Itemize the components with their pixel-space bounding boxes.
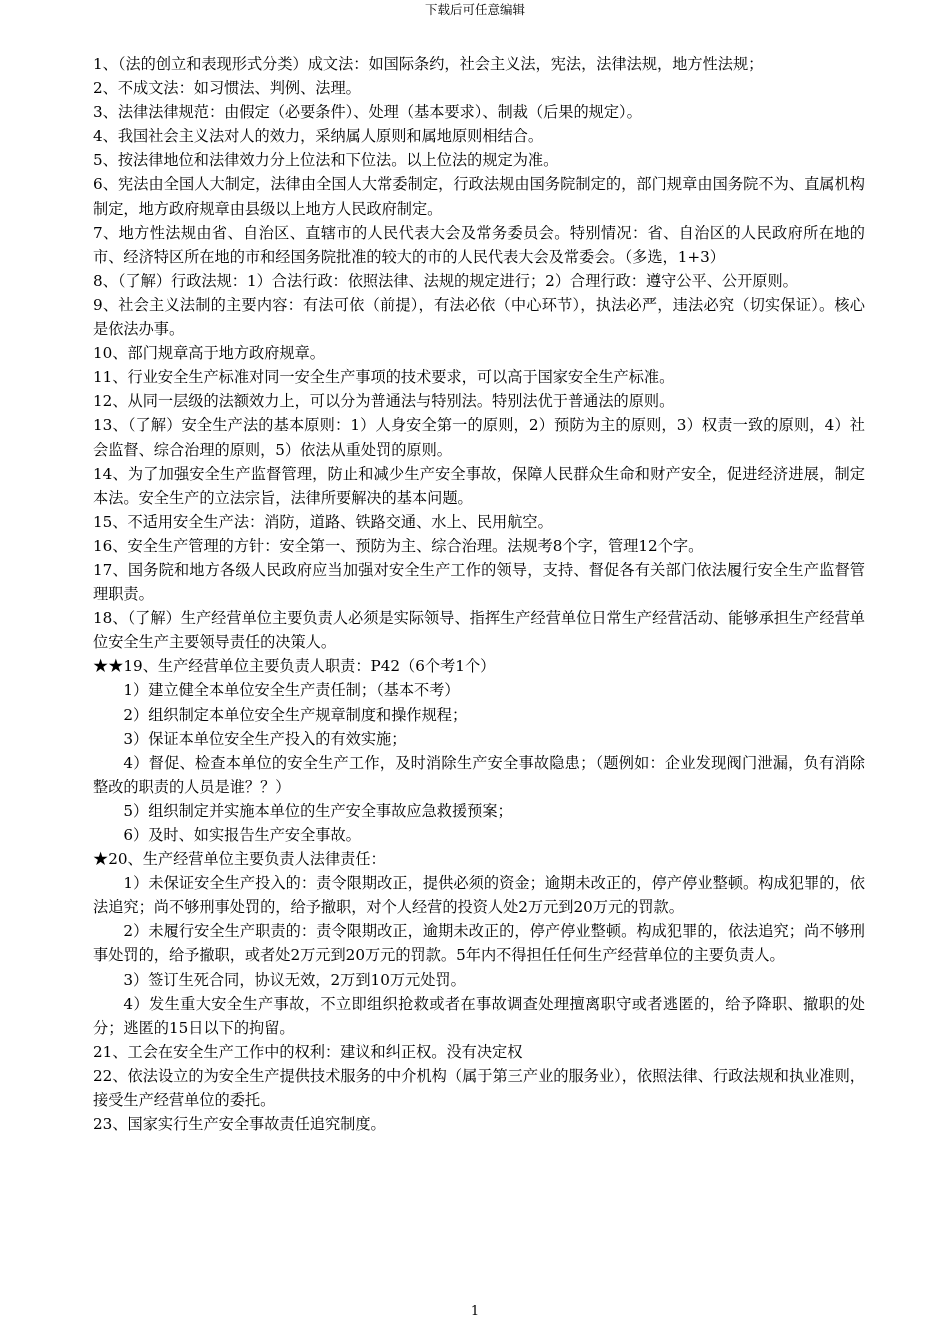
list-item: 4、我国社会主义法对人的效力，采纳属人原则和属地原则相结合。 [93, 127, 544, 146]
list-item: 16、安全生产管理的方针：安全第一、预防为主、综合治理。法规考8个字，管理12个字。 [93, 536, 704, 555]
page-number: 1 [470, 1304, 480, 1319]
list-item: 11、行业安全生产标准对同一安全生产事项的技术要求，可以高于国家安全生产标准。 [93, 368, 675, 387]
list-sub-item: 1）建立健全本单位安全生产责任制；（基本不考） [123, 681, 460, 700]
list-item: 7、地方性法规由省、自治区、直辖市的人民代表大会及常务委员会。特别情况：省、自治区的人民政府所在地的市、经济特区所在地的市和经国务院批准的较大的市的人民代表大会及常委会。（多选，1+3） [93, 223, 865, 266]
list-item: 6、宪法由全国人大制定，法律由全国人大常委制定，行政法规由国务院制定的，部门规章由国务院不为、直属机构制定，地方政府规章由县级以上地方人民政府制定。 [93, 175, 865, 218]
list-item: ★★19、生产经营单位主要负责人职责：P42（6个考1个） [93, 657, 496, 676]
list-sub-item: 3）保证本单位安全生产投入的有效实施； [123, 729, 407, 748]
list-item: 12、从同一层级的法额效力上，可以分为普通法与特别法。特别法优于普通法的原则。 [93, 392, 675, 411]
list-item: 2、不成文法：如习惯法、判例、法理。 [93, 79, 361, 98]
list-item: 3、法律法律规范：由假定（必要条件）、处理（基本要求）、制裁（后果的规定）。 [93, 103, 642, 122]
list-sub-item: 6）及时、如实报告生产安全事故。 [123, 826, 361, 844]
list-item: 8、（了解）行政法规：1）合法行政：依照法律、法规的规定进行；2）合理行政：遵守公平、公开原则。 [93, 271, 798, 290]
list-item: 13、（了解）安全生产法的基本原则：1）人身安全第一的原则，2）预防为主的原则，3）权责一致的原则，4）社会监督、综合治理的原则，5）依法从重处罚的原则。 [93, 416, 865, 459]
list-sub-item: 4）发生重大安全生产事故，不立即组织抢救或者在事故调查处理擅离职守或者逃匿的，给予降职、撤职的处分；逃匿的15日以下的拘留。 [93, 994, 865, 1037]
list-item: ★20、生产经营单位主要负责人法律责任： [93, 850, 386, 869]
list-item: 9、社会主义法制的主要内容：有法可依（前提），有法必依（中心环节），执法必严，违法必究（切实保证）。核心是依法办事。 [93, 295, 865, 339]
list-sub-item: 2）未履行安全生产职责的：责令限期改正，逾期未改正的，停产停业整顿。构成犯罪的，依法追究；尚不够刑事处罚的，给予撤职，或者处2万元到20万元的罚款。5年内不得担任任何生产经营单位的主要负责人。 [93, 922, 865, 965]
list-item: 14、为了加强安全生产监督管理，防止和减少生产安全事故，保障人民群众生命和财产安全，促进经济进展，制定本法。安全生产的立法宗旨，法律所要解决的基本问题。 [93, 464, 865, 507]
page-header: 下载后可任意编辑 [424, 2, 525, 17]
list-item: 5、按法律地位和法律效力分上位法和下位法。以上位法的规定为准。 [93, 151, 559, 170]
list-item: 18、（了解）生产经营单位主要负责人必须是实际领导、指挥生产经营单位日常生产经营活动、能够承担生产经营单位安全生产主要领导责任的决策人。 [93, 609, 865, 652]
list-item: 10、部门规章高于地方政府规章。 [93, 344, 325, 363]
list-sub-item: 4）督促、检查本单位的安全生产工作，及时消除生产安全事故隐患；（题例如：企业发现阀门泄漏，负有消除整改的职责的人员是谁？？） [93, 753, 865, 796]
list-sub-item: 5）组织制定并实施本单位的生产安全事故应急救援预案； [123, 801, 513, 820]
list-sub-item: 2）组织制定本单位安全生产规章制度和操作规程； [123, 705, 468, 724]
list-item: 23、国家实行生产安全事故责任追究制度。 [93, 1115, 386, 1134]
document-body [93, 52, 865, 1136]
list-item: 17、国务院和地方各级人民政府应当加强对安全生产工作的领导，支持、督促各有关部门依法履行安全生产监督管理职责。 [93, 560, 865, 604]
list-sub-item: 1）未保证安全生产投入的：责令限期改正，提供必须的资金；逾期未改正的，停产停业整顿。构成犯罪的，依法追究；尚不够刑事处罚的，给予撤职，对个人经营的投资人处2万元到20万元的罚款。 [93, 874, 865, 917]
list-item: 21、工会在安全生产工作中的权利：建议和纠正权。没有决定权 [93, 1042, 523, 1061]
list-item: 15、不适用安全生产法：消防，道路、铁路交通、水上、民用航空。 [93, 512, 553, 531]
list-item: 1、（法的创立和表现形式分类）成文法：如国际条约，社会主义法，宪法，法律法规，地方性法规； [93, 55, 764, 73]
list-item: 22、依法设立的为安全生产提供技术服务的中介机构（属于第三产业的服务业），依照法律、行政法规和执业准则，接受生产经营单位的委托。 [93, 1066, 865, 1110]
list-sub-item: 3）签订生死合同，协议无效，2万到10万元处罚。 [123, 970, 466, 989]
